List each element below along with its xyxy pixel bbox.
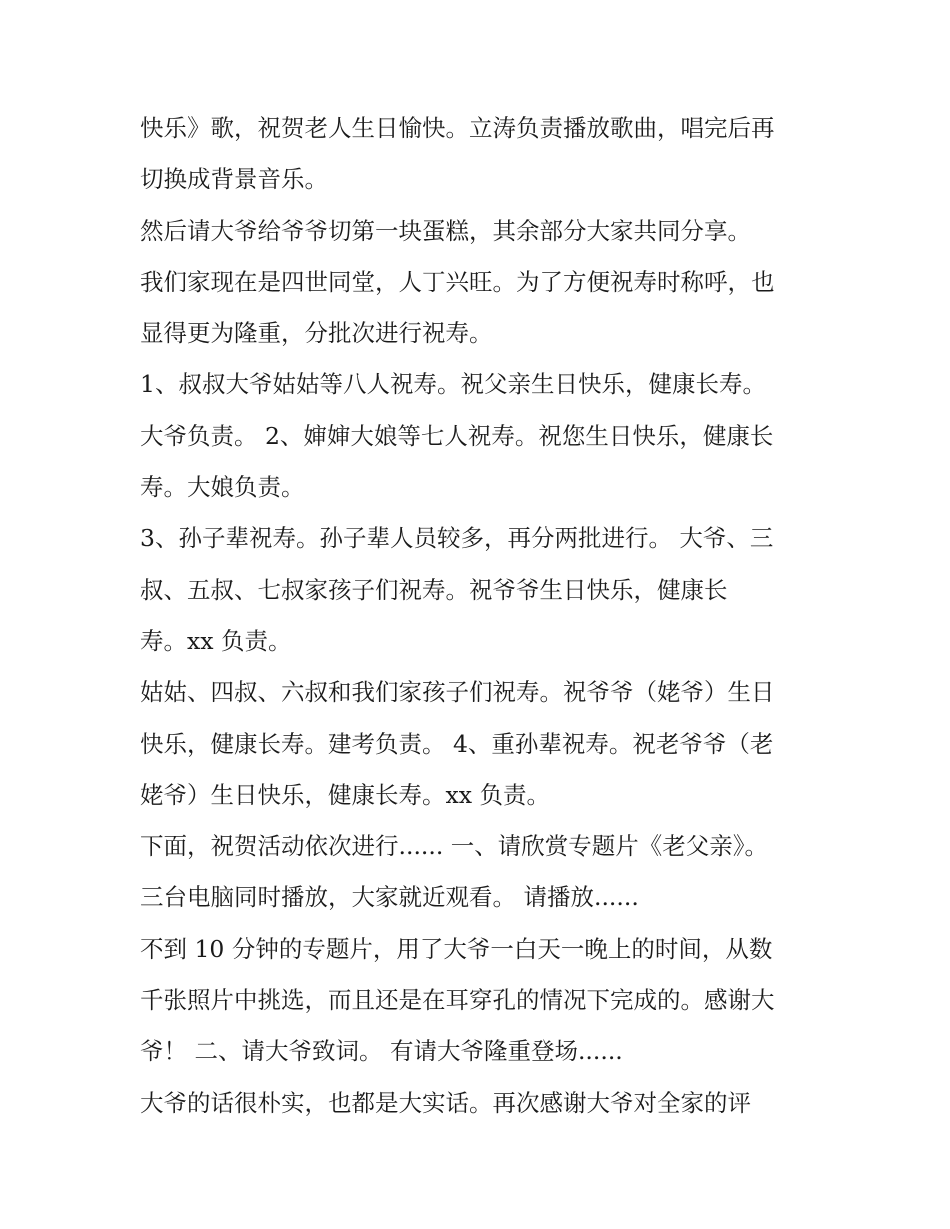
text-line: 姥爷）生日快乐，健康长寿。xx 负责。 [140, 780, 550, 809]
text-line: 寿。大娘负责。 [140, 473, 305, 502]
text-line: 千张照片中挑选，而且还是在耳穿孔的情况下完成的。感谢大 [140, 986, 775, 1015]
text-line: 叔、五叔、七叔家孩子们祝寿。祝爷爷生日快乐，健康长 [140, 575, 728, 604]
text-line: 姑姑、四叔、六叔和我们家孩子们祝寿。祝爷爷（姥爷）生日 [140, 678, 775, 707]
text-line: 快乐，健康长寿。建考负责。 4、重孙辈祝寿。祝老爷爷（老 [140, 729, 774, 758]
text-line: 我们家现在是四世同堂，人丁兴旺。为了方便祝寿时称呼，也 [140, 267, 775, 296]
text-line: 显得更为隆重，分批次进行祝寿。 [140, 319, 493, 348]
text-line: 下面，祝贺活动依次进行...... 一、请欣赏专题片《老父亲》。 [140, 832, 769, 861]
text-line: 寿。xx 负责。 [140, 626, 292, 655]
document-body [140, 103, 830, 1129]
text-line: 大爷的话很朴实，也都是大实话。再次感谢大爷对全家的评 [140, 1088, 751, 1117]
text-line: 3、孙子辈祝寿。孙子辈人员较多，再分两批进行。 大爷、三 [140, 524, 774, 553]
text-line: 然后请大爷给爷爷切第一块蛋糕，其余部分大家共同分享。 [140, 216, 751, 245]
text-line: 大爷负责。 2、婶婶大娘等七人祝寿。祝您生日快乐，健康长 [140, 421, 774, 450]
text-line: 爷！ 二、请大爷致词。 有请大爷隆重登场...... [140, 1037, 623, 1066]
text-line: 三台电脑同时播放，大家就近观看。 请播放...... [140, 883, 639, 912]
text-line: 1、叔叔大爷姑姑等八人祝寿。祝父亲生日快乐，健康长寿。 [140, 370, 766, 399]
text-line: 不到 10 分钟的专题片，用了大爷一白天一晚上的时间，从数 [140, 934, 773, 963]
text-line: 切换成背景音乐。 [140, 165, 328, 194]
text-line: 快乐》歌，祝贺老人生日愉快。立涛负责播放歌曲，唱完后再 [140, 114, 775, 142]
